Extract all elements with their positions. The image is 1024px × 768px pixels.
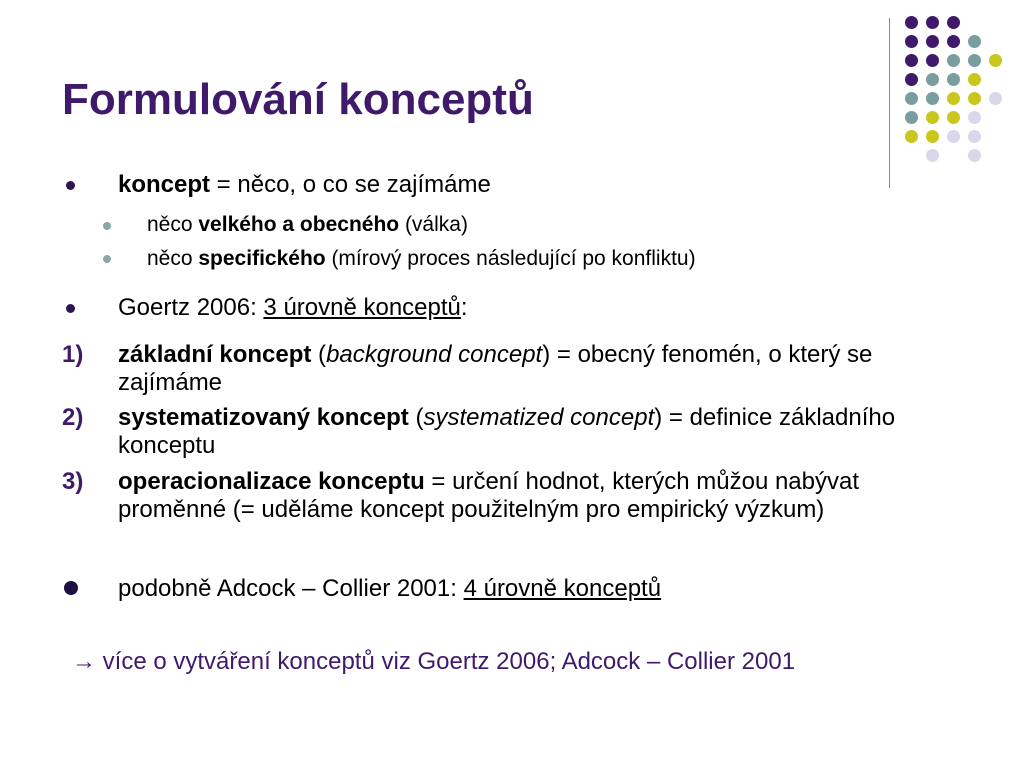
item1-italic: background concept bbox=[326, 341, 543, 368]
bullet-dot bbox=[66, 181, 75, 190]
item-operacionalizace bbox=[118, 468, 948, 524]
bullet-koncept bbox=[118, 171, 978, 199]
bullet-adcock bbox=[118, 575, 978, 603]
sub2-prefix: něco bbox=[147, 247, 199, 270]
link-3-urovne-konceptu[interactable]: 3 úrovně konceptů bbox=[263, 294, 461, 321]
bullet-adcock-prefix: podobně Adcock – Collier 2001: bbox=[118, 575, 464, 602]
item2-bold: systematizovaný koncept bbox=[118, 404, 409, 431]
item1-bold: základní koncept bbox=[118, 341, 312, 368]
footer-note: → více o vytváření konceptů viz Goertz 2006; Adcock – Collier 2001 bbox=[72, 648, 796, 675]
item2-italic: systematized concept bbox=[423, 404, 655, 431]
sub1-prefix: něco bbox=[147, 213, 199, 236]
bullet-dot bbox=[64, 581, 78, 595]
item2-rest: ) = definice základního konceptu bbox=[118, 404, 896, 459]
item3-bold: operacionalizace konceptu bbox=[118, 468, 425, 495]
item2-open: ( bbox=[408, 404, 424, 431]
bullet-goertz-suffix: : bbox=[460, 294, 468, 321]
item1-rest: ) = obecný fenomén, o který se zajímáme bbox=[118, 341, 873, 396]
term-koncept: koncept bbox=[118, 171, 211, 198]
sub2-rest: (mírový proces následující po konfliktu) bbox=[325, 247, 696, 270]
sub-bullet-specificky bbox=[147, 246, 977, 272]
item1-open: ( bbox=[311, 341, 327, 368]
item3-rest: = určení hodnot, kterých můžou nabývat proměnné (= uděláme koncept použitelným pro empirický výzkum) bbox=[118, 468, 860, 523]
sub1-bold: velkého a obecného bbox=[198, 213, 400, 236]
bullet-goertz bbox=[118, 294, 978, 322]
sub-bullet-dot bbox=[103, 222, 111, 230]
bullet-goertz-prefix: Goertz 2006: bbox=[118, 294, 264, 321]
link-4-urovne-konceptu[interactable]: 4 úrovně konceptů bbox=[463, 575, 662, 602]
item-number: 1) bbox=[62, 341, 84, 368]
slide-title: Formulování konceptů bbox=[62, 75, 534, 124]
sub2-bold: specifického bbox=[198, 247, 326, 270]
item-zakladni-koncept bbox=[118, 341, 948, 397]
sub1-rest: (válka) bbox=[399, 213, 468, 236]
sub-bullet-velky bbox=[147, 212, 977, 238]
item-number: 2) bbox=[62, 404, 84, 431]
sub-bullet-dot bbox=[103, 255, 111, 263]
bullet-dot bbox=[66, 304, 75, 313]
item-number: 3) bbox=[62, 468, 84, 495]
bullet-koncept-text: = něco, o co se zajímáme bbox=[210, 171, 491, 198]
item-systematizovany-koncept bbox=[118, 404, 948, 460]
